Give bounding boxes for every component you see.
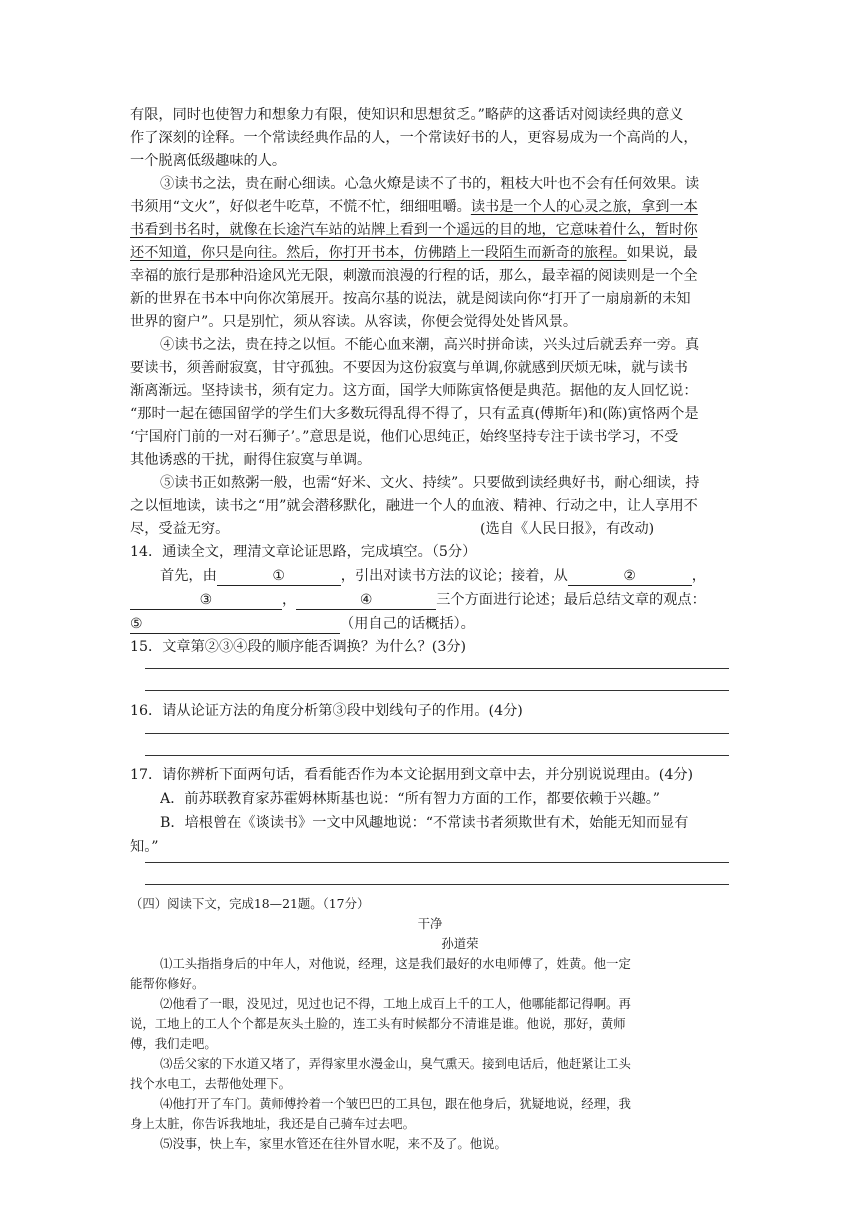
text-line: ‘宁国府门前的一对石狮子’。”意思是说，他们心思纯正，始终坚持专注于读书学习，不受 <box>130 429 679 445</box>
answer-blank-3[interactable]: ③ <box>130 591 282 610</box>
text-line: 渐离渐远。坚持读书，须有定力。这方面，国学大师陈寅恪便是典范。据他的友人回忆说： <box>130 383 698 399</box>
answer-line[interactable] <box>145 884 729 885</box>
text-line: 有限，同时也使智力和想象力有限，使知识和思想贫乏。”略萨的这番话对阅读经典的意义 <box>130 107 684 123</box>
story-line: ⑶岳父家的下水道又堵了，弄得家里水漫金山，臭气熏天。接到电话后，他赶紧让工头 <box>160 1056 631 1071</box>
story-title: 干净 <box>417 916 443 931</box>
option-b: B．培根曾在《谈读书》一文中风趣地说：“不常读书者须欺世有术，始能无知而显有 <box>160 815 689 831</box>
text-span: ， <box>282 592 297 608</box>
story-line: ⑸没事，快上车，家里水管还在往外冒水呢，来不及了。他说。 <box>160 1136 507 1151</box>
fill-line <box>160 565 730 587</box>
text-line: 新的世界在书本中向你次第展开。按高尔基的说法，就是阅读向你“打开了一扇扇新的未知 <box>130 291 691 307</box>
story-line: ⑴工头指指身后的中年人，对他说，经理，这是我们最好的水电师傅了，姓黄。他一定 <box>160 956 631 971</box>
text-span: 书须用“文火”，好似老牛吃草，不慌不忙，细细咀嚼。 <box>130 199 471 215</box>
question-16: 16．请从论证方法的角度分析第③段中划线句子的作用。(4分) <box>130 703 523 719</box>
answer-blank-5[interactable]: ⑤ <box>130 615 340 634</box>
underlined-sentence: 读书是一个人的心灵之旅，拿到一本 <box>470 199 698 215</box>
answer-blank-1[interactable]: ① <box>217 567 341 586</box>
story-line: 傅，我们走吧。 <box>130 1036 217 1051</box>
source-citation: (选自《人民日报》，有改动) <box>480 521 655 537</box>
text-line <box>130 242 730 264</box>
text-span: 首先，由 <box>160 568 217 584</box>
text-line: ④读书之法，贵在持之以恒。不能心血来潮，高兴时拼命读，兴头过后就丢弃一旁。真 <box>160 337 700 353</box>
story-line: 能帮你修好。 <box>130 976 205 991</box>
text-span: 如果说，最 <box>626 245 698 261</box>
question-14: 14．通读全文，理清文章论证思路，完成填空。（5分） <box>130 544 477 560</box>
option-b-cont: 知。” <box>130 839 159 855</box>
text-span: 三个方面进行论述；最后总结文章的观点： <box>436 592 706 608</box>
text-line: ③读书之法，贵在耐心细读。心急火燎是读不了书的，粗枝大叶也不会有任何效果。读 <box>160 176 700 192</box>
text-line: 一个脱离低级趣味的人。 <box>130 153 287 169</box>
text-span: ， <box>691 568 706 584</box>
answer-line[interactable] <box>145 690 729 691</box>
story-author: 孙道荣 <box>441 936 479 951</box>
question-15: 15．文章第②③④段的顺序能否调换？为什么？(3分) <box>130 639 467 655</box>
text-line: 要读书，须善耐寂寞，甘守孤独。不要因为这份寂寞与单调,你就感到厌烦无味，就与读书 <box>130 360 688 376</box>
answer-line[interactable] <box>145 755 729 756</box>
story-line: 说，工地上的工人个个都是灰头土脸的，连工头有时候都分不清谁是谁。他说，那好，黄师 <box>130 1016 626 1031</box>
text-line: 作了深刻的诠释。一个常读经典作品的人，一个常读好书的人，更容易成为一个高尚的人， <box>130 130 698 146</box>
question-17: 17．请你辨析下面两句话，看看能否作为本文论据用到文章中去，并分别说说理由。(4分) <box>130 767 694 783</box>
text-line: 之以恒地读，读书之“用”就会潜移默化，融进一个人的血液、精神、行动之中，让人享用不 <box>130 498 698 514</box>
story-line: ⑷他打开了车门。黄师傅拎着一个皱巴巴的工具包，跟在他身后，犹疑地说，经理，我 <box>160 1096 631 1111</box>
text-line: ⑤读书正如熬粥一般，也需“好米、文火、持续”。只要做到读经典好书，耐心细读，持 <box>160 475 700 491</box>
answer-blank-2[interactable]: ② <box>568 567 692 586</box>
text-line: “那时一起在德国留学的学生们大多数玩得乱得不得了，只有孟真(傅斯年)和(陈)寅恪两个是 <box>130 406 699 422</box>
fill-line <box>130 589 730 611</box>
answer-blank-4[interactable]: ④ <box>296 591 436 610</box>
fill-line <box>130 613 730 635</box>
answer-line[interactable] <box>145 733 729 734</box>
text-line: 其他诱惑的干扰，耐得住寂寞与单调。 <box>130 452 372 468</box>
story-line: ⑵他看了一眼，没见过，见过也记不得，工地上成百上千的工人，他哪能都记得啊。再 <box>160 996 631 1011</box>
text-line: 世界的窗户”。只是别忙，须从容读。从容读，你便会觉得处处皆风景。 <box>130 314 578 330</box>
story-line: 身上太脏，你告诉我地址，我还是自己骑车过去吧。 <box>130 1116 415 1131</box>
answer-line[interactable] <box>145 668 729 669</box>
text-span: （用自己的话概括）。 <box>340 616 475 632</box>
story-line: 找个水电工，去帮他处理下。 <box>130 1076 292 1091</box>
underlined-sentence: 还不知道，你只是向往。然后，你打开书本，仿佛踏上一段陌生而新奇的旅程。 <box>130 245 627 261</box>
answer-line[interactable] <box>145 862 729 863</box>
option-a: A．前苏联教育家苏霍姆林斯基也说：“所有智力方面的工作，都要依赖于兴趣。” <box>160 791 661 807</box>
text-line <box>130 196 730 218</box>
text-line: 幸福的旅行是那种沿途风光无限，刺激而浪漫的行程的话，那么，最幸福的阅读则是一个全 <box>130 268 698 284</box>
text-span: ，引出对读书方法的议论；接着，从 <box>340 568 568 584</box>
underlined-sentence: 书看到书名时，就像在长途汽车站的站牌上看到一个遥远的目的地，它意味着什么，暂时你 <box>130 222 698 238</box>
text-line: 尽，受益无穷。 <box>130 521 230 537</box>
section-heading: （四）阅读下文，完成18—21题。（17分） <box>130 896 370 911</box>
